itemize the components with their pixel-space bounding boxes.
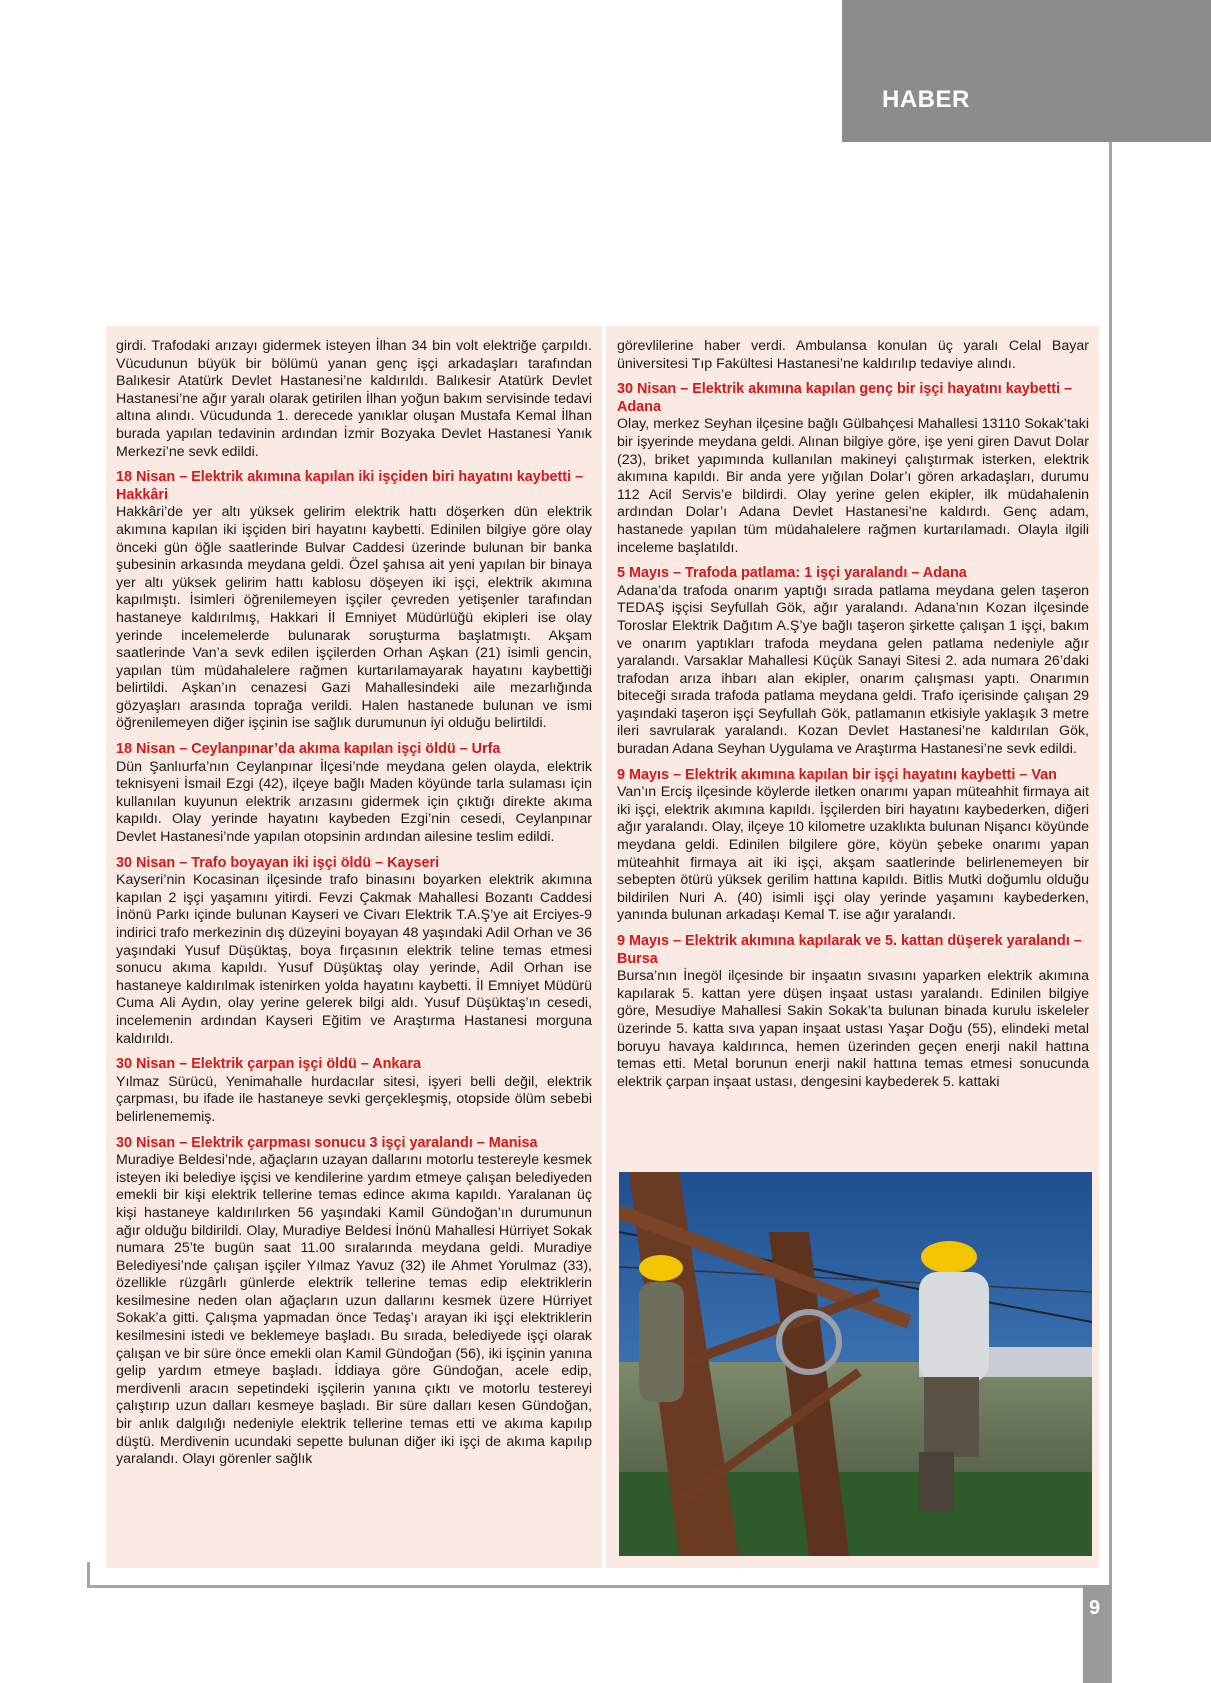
article-headline: 30 Nisan – Elektrik akımına kapılan genç bir işçi hayatını kaybetti – Adana: [617, 381, 1073, 415]
article-headline: 30 Nisan – Elektrik çarpması sonucu 3 işçi yaralandı – Manisa: [116, 1134, 538, 1151]
article-body: Dün Şanlıurfa’nın Ceylanpınar İlçesi’nde meydana gelen olayda, elektrik teknisyeni İsmail Ezgi (42), ilçeye bağlı Maden köyünde tarla sulaması için kullanılan kuyunun elektrik arızasını gidermek için çıktığı direkte akıma kapıldı. Olay yerinde hayatını kaybeden Ezgi’nin cesedi, Ceylanpınar Devlet Hastanesi’nde yapılan otopsinin ardından ailesine teslim edildi.: [116, 758, 592, 846]
article-headline: 9 Mayıs – Elektrik akımına kapılan bir işçi hayatını kaybetti – Van: [617, 766, 1057, 783]
article-headline: 30 Nisan – Trafo boyayan iki işçi öldü – Kayseri: [116, 854, 440, 871]
article-headline: 9 Mayıs – Elektrik akımına kapılarak ve 5. kattan düşerek yaralandı – Bursa: [617, 933, 1082, 967]
article-headline: 18 Nisan – Ceylanpınar’da akıma kapılan işçi öldü – Urfa: [116, 741, 501, 758]
page-number: 9: [1089, 1597, 1101, 1619]
article-headline: 30 Nisan – Elektrik çarpan işçi öldü – Ankara: [116, 1056, 422, 1073]
section-title: HABER: [882, 86, 970, 113]
article-body: Muradiye Beldesi’nde, ağaçların uzayan dallarını motorlu testereyle kesmek isteyen iki belediye işçisi ve kendilerine yardım etmeye çalışan belediyeden emekli bir kişi elektrik tellerine temas edince akıma kapıldı. Yaralanan üç kişi hastaneye kaldırılırken 56 yaşındaki Kamil Gündoğan’ın durumunun ağır olduğu bildirildi. Olay, Muradiye Beldesi İnönü Mahallesi Hürriyet Sokak numara 25’te bugün saat 11.00 sıralarında meydana geldi. Muradiye Belediyesi’nde çalışan işçiler Yılmaz Yavuz (32) ile Ahmet Yorulmaz (33), özellikle rüzgârlı günlerde elektrik tellerine temas edip elektriklerin kesilmesine neden olan ağaçların uzun dallarını kesmek üzere Hürriyet Sokak’a gitti. Çalışma yapmadan önce Tedaş’ı arayan iki işçi elektriklerin kesilmesini istedi ve beklemeye başladı. Bu sırada, belediyede işçi olarak çalışan ve bir süre önce emekli olan Kamil Gündoğan (56), iki işçinin yanına gelip yardım etmeye başladı. İddiaya göre Gündoğan, acele edip, merdivenli aracın sepetindeki işçilerin yanına çıktı ve motorlu testereyi çalıştırıp uzun dalları kesmeye başladı. Bir süre dalları kesen Gündoğan, bir anlık dalgılığı nedeniyle elektrik tellerine temas etti ve akıma kapılıp düştü. Merdivenin ucundaki sepette bulunan diğer iki işçi de akıma kapılıp yaralandı. Olayı görenler sağlık: [116, 1152, 592, 1468]
left-intro-text: girdi. Trafodaki arızayı gidermek isteyen İlhan 34 bin volt elektriğe çarpıldı. Vücudunun büyük bir bölümü yanan genç işçi arkadaşları tarafından Balıkesir Atatürk Devlet Hastanesi’ne kaldırıldı. Balıkesir Atatürk Devlet Hastanesi’ne ağır yaralı olarak getirilen İlhan yoğun bakım servisinde tedavi altına alındı. Vücudunda 1. derecede yanıklar oluşan Mustafa Kemal İlhan burada yapılan tedavinin ardından İzmir Bozyaka Devlet Hastanesi Yanık Merkezi’ne sevk edildi.: [116, 338, 592, 460]
right-intro-text: görevlilerine haber verdi. Ambulansa konulan üç yaralı Celal Bayar üniversitesi Tıp Fakültesi Hastanesi’ne kaldırılıp tedaviye alındı.: [617, 338, 1089, 372]
linemen-photo: [619, 1172, 1092, 1556]
article-headline: 18 Nisan – Elektrik akımına kapılan iki işçiden biri hayatını kaybetti – Hakkâri: [116, 469, 584, 503]
left-corner-rule: [87, 1562, 90, 1588]
right-border-rule: [1109, 142, 1112, 1683]
article-body: Adana’da trafoda onarım yaptığı sırada patlama meydana gelen taşeron TEDAŞ işçisi Seyfullah Gök, ağır yaralandı. Adana’nın Kozan ilçesinde Toroslar Elektrik Dağıtım A.Ş’ye bağlı taşeron şirkette çalışan 1 işçi, bakım ve onarım yaptıkları trafoda meydana gelen patlama nedeniyle ağır yaralandı. Varsaklar Mahallesi Küçük Sanayi Sitesi 2. ada numara 26’daki trafodan arıza ihbarı alan ekipler, onarım çalışması yaptı. Onarımın biteceği sırada trafoda patlama meydana geldi. Trafo içerisinde çalışan 29 yaşındaki taşeron işçi Seyfullah Gök, patlamanın etkisiyle yaklaşık 3 metre ileri savrularak yaralandı. Kozan Devlet Hastanesi’ne kaldırılan Gök, buradan Adana Seyhan Uygulama ve Araştırma Hastanesi’ne sevk edildi.: [617, 582, 1089, 758]
article-body: Bursa’nın İnegöl ilçesinde bir inşaatın sıvasını yaparken elektrik akımına kapılarak 5. kattan yere düşen inşaat ustası yaralandı. Edinilen bilgiye göre, Mesudiye Mahallesi Sakin Sokak’ta bulunan binada kurulu iskeleler üzerinde 5. katta sıva yapan inşaat ustası Yaşar Doğu (55), elindeki metal boruyu havaya kaldırınca, hemen üzerinden geçen enerji nakil hattına temas etti. Metal borunun enerji nakil hattına temas etmesi sonucunda elektrik çarpan inşaat ustası, dengesini kaybederek 5. kattaki: [617, 968, 1089, 1090]
article-body: Hakkâri’de yer altı yüksek gelirim elektrik hattı döşerken dün elektrik akımına kapılan iki işçiden biri hayatını kaybetti. Edinilen bilgiye göre olay önceki gün öğle saatlerinde Bulvar Caddesi üzerinde bulunan bir banka şubesinin arkasında meydana geldi. Özel şahısa ait yeni yapılan bir binaya yer altı yüksek gelirim hattı kablosu döşeyen iki işçi, elektrik akımına kapılmıştı. İsimleri öğrenilemeyen işçiler çevreden yetişenler tarafından hastaneye kaldırılmış, Hakkari İl Emniyet Müdürlüğü ekipleri ise olay yerinde incelemelerde bulunarak soruşturma başlatmıştı. Akşam saatlerinde Van’a sevk edilen işçilerden Orhan Aşkan (21) isimli gencin, yapılan tüm müdahalelere rağmen kurtarılamayarak hayatını kaybettiği belirtildi. Aşkan’ın cenazesi Gazi Mahallesindeki aile mezarlığında gözyaşları arasında toprağa verildi. Halen hastanede bulunan ve ismi öğrenilemeyen diğer işçinin ise sağlık durumunun iyi olduğu belirtildi.: [116, 504, 592, 732]
article-body: Van’ın Erciş ilçesinde köylerde iletken onarımı yapan müteahhit firmaya ait iki işçi, elektrik akımına kapıldı. İşçilerden biri hayatını kaybederken, diğeri ağır yaralandı. Olay, ilçeye 10 kilometre uzaklıkta bulunan Nişancı köyünde meydana geldi. Edinilen bilgilere göre, köyün şebeke onarımı yapan müteahhit firmaya ait iki işçi, akşam saatlerinde belirlenemeyen bir sebepten ötürü yüksek gerilim hattına kapıldı. Bitlis Mutki doğumlu olduğu bildirilen Nuri A. (40) isimli işçi olay yerinde yaşamını kaybederken, yanında bulunan arkadaşı Kemal T. ise ağır yaralandı.: [617, 784, 1089, 924]
article-headline: 5 Mayıs – Trafoda patlama: 1 işçi yaralandı – Adana: [617, 565, 967, 582]
bottom-border-rule: [87, 1585, 1109, 1588]
article-body: Kayseri’nin Kocasinan ilçesinde trafo binasını boyarken elektrik akımına kapılan 2 işçi yaşamını yitirdi. Fevzi Çakmak Mahallesi Bozantı Caddesi İnönü Parkı içinde bulunan Kayseri ve Civarı Elektrik T.A.Ş’ye ait Erciyes-9 indirici trafo merkezinin dış düzeyini boyayan 48 yaşındaki Adil Orhan ve 36 yaşındaki Yusuf Düşüktaş, boya fırçasının elektrik teline temas etmesi sonucu akıma kapıldı. Yusuf Düşüktaş olay yerinde, Adil Orhan ise hastaneye kaldırılmak istenirken yolda hayatını kaybetti. İl Emniyet Müdürü Cuma Ali Aydın, olay yerine gelerek bilgi aldı. Yusuf Düşüktaş’ın cesedi, incelemenin ardından Kayseri Eğitim ve Araştırma Hastanesi morguna kaldırıldı.: [116, 872, 592, 1047]
article-body: Yılmaz Sürücü, Yenimahalle hurdacılar sitesi, işyeri belli değil, elektrik çarpması, bu ifade ile hastaneye sevki gerçekleşmiş, otopside ölüm sebebi belirlenememiş.: [116, 1073, 592, 1125]
section-tab: [842, 0, 1211, 142]
left-column: [106, 326, 602, 1568]
article-body: Olay, merkez Seyhan ilçesine bağlı Gülbahçesi Mahallesi 13110 Sokak’taki bir işyerinde meydana geldi. Alınan bilgiye göre, işe yeni giren Davut Dolar (23), briket yapımında kullanılan makineyi çalıştırmak isterken, elektrik akımına kapıldı. Bir anda yere yığılan Dolar’ı gören arkadaşları, durumu 112 Acil Servis’e bildirdi. Olay yerine gelen ekipler, ilk müdahalenin ardından Dolar’ı Adana Devlet Hastanesi’ne kaldırdı. Genç adam, hastanede yapılan tüm müdahalelere rağmen kurtarılamadı. Olayla ilgili inceleme başlatıldı.: [617, 416, 1089, 556]
page-number-tab: [1083, 1585, 1111, 1683]
